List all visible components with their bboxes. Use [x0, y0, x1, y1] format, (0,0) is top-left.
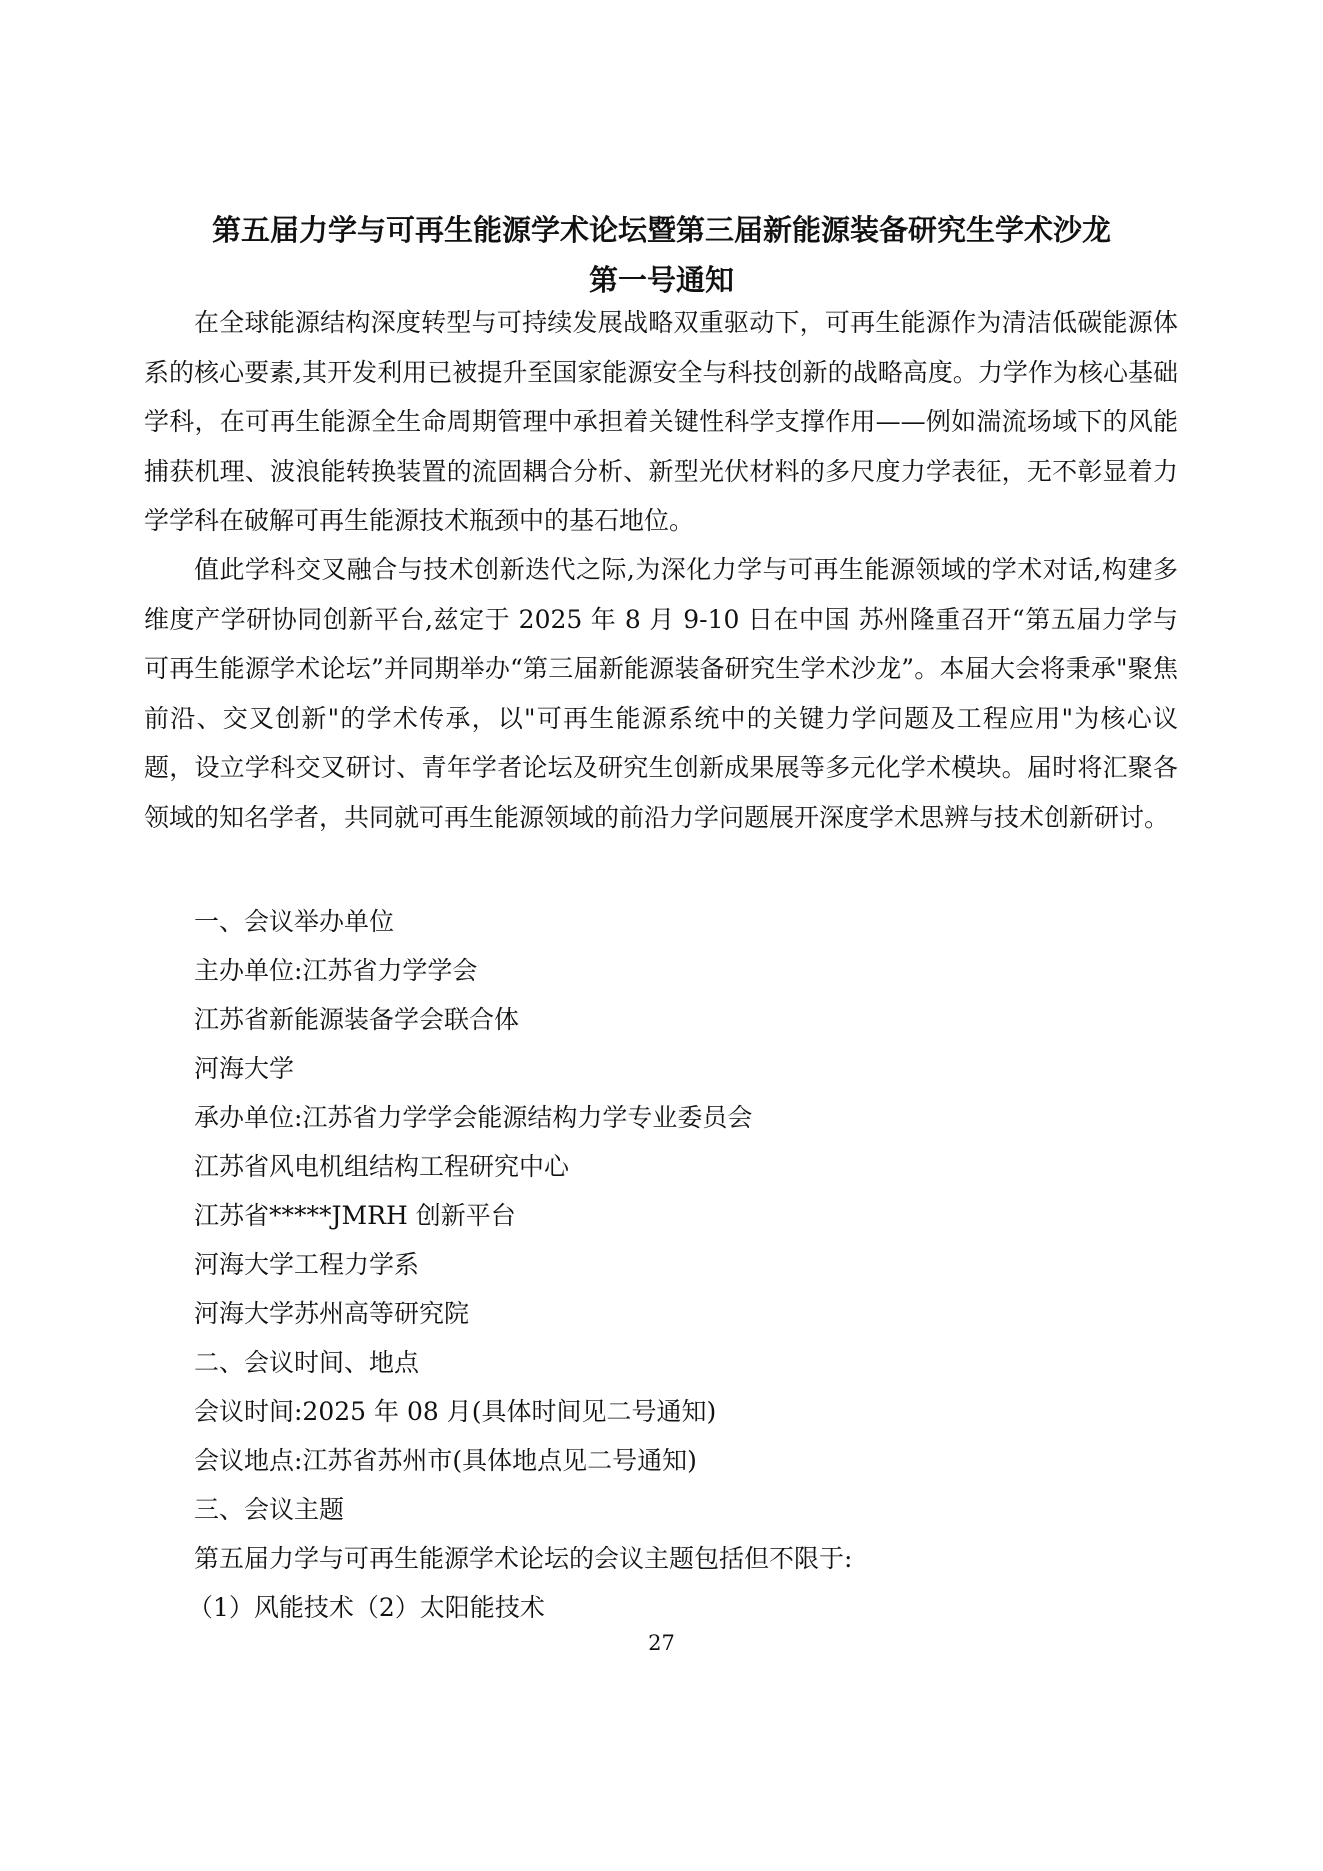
theme-intro: 第五届力学与可再生能源学术论坛的会议主题包括但不限于: [194, 1544, 853, 1573]
list-item: 江苏省风电机组结构工程研究中心 [194, 1152, 570, 1181]
page-number: 27 [648, 1631, 675, 1655]
meeting-time: 会议时间:2025 年 08 月(具体时间见二号通知) [194, 1397, 717, 1426]
list-item: 江苏省*****JMRH 创新平台 [194, 1201, 516, 1230]
meeting-location: 会议地点:江苏省苏州市(具体地点见二号通知) [194, 1446, 697, 1475]
list-item: 河海大学 [194, 1054, 295, 1083]
intro-paragraph-2: 值此学科交叉融合与技术创新迭代之际,为深化力学与可再生能源领域的学术对话,构建多维度产学研协同创新平台,兹定于 2025 年 8 月 9-10 日在中国 苏州隆重召开“第五届力学与可再生能源学术论坛”并同期举办“第三届新能源装备研究生学术沙龙”。本届大会将秉承"聚焦前沿、交叉创新"的学术传承，以"可再生能源系统中的关键力学问题及工程应用"为核心议题，设立学科交叉研讨、青年学者论坛及研究生创新成果展等多元化学术模块。届时将汇聚各领域的知名学者，共同就可再生能源领域的前沿力学问题展开深度学术思辨与技术创新研讨。 [144, 555, 1178, 832]
list-item: 河海大学苏州高等研究院 [194, 1299, 470, 1328]
theme-list: （1）风能技术（2）太阳能技术 [188, 1593, 545, 1622]
section-heading-theme: 三、会议主题 [194, 1495, 345, 1524]
notice-subtitle: 第一号通知 [588, 263, 734, 297]
intro-paragraph-1: 在全球能源结构深度转型与可持续发展战略双重驱动下，可再生能源作为清洁低碳能源体系的核心要素,其开发利用已被提升至国家能源安全与科技创新的战略高度。力学作为核心基础学科，在可再生能源全生命周期管理中承担着关键性科学支撑作用——例如湍流场域下的风能捕获机理、波浪能转换装置的流固耦合分析、新型光伏材料的多尺度力学表征，无不彰显着力学学科在破解可再生能源技术瓶颈中的基石地位。 [144, 308, 1178, 535]
document-title: 第五届力学与可再生能源学术论坛暨第三届新能源装备研究生学术沙龙 [211, 213, 1111, 247]
list-item: 江苏省新能源装备学会联合体 [194, 1005, 520, 1034]
section-heading-organizers: 一、会议举办单位 [194, 907, 395, 936]
section-heading-time-location: 二、会议时间、地点 [194, 1348, 420, 1377]
list-item: 承办单位:江苏省力学学会能源结构力学专业委员会 [194, 1103, 753, 1132]
list-item: 河海大学工程力学系 [194, 1250, 420, 1279]
list-item: 主办单位:江苏省力学学会 [194, 956, 478, 985]
